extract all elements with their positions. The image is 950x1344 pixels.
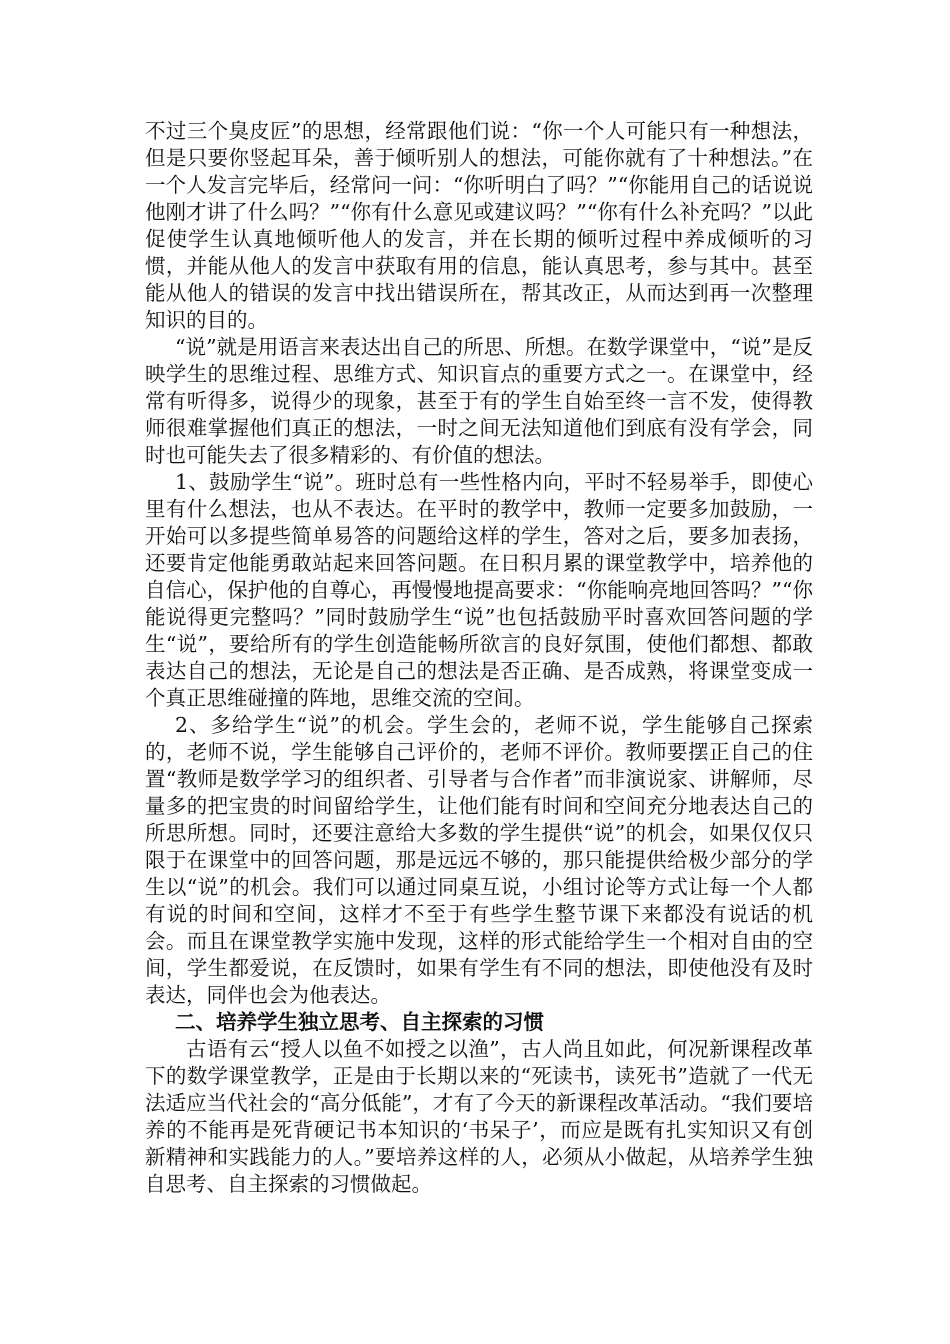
section-heading: 二、培养学生独立思考、自主探索的习惯 xyxy=(175,1010,544,1034)
paragraph-listening: 不过三个臭皮匠”的思想，经常跟他们说：“你一个人可能只有一种想法，但是只要你竖起耳朵，善于倾听别人的想法，可能你就有了十种想法。”在一个人发言完毕后，经常问一问：“你听明白了吗？”“你能用自己的话说说他刚才讲了什么吗？”“你有什么意见或建议吗？”“你有什么补充吗？”以此促使学生认真地倾听他人的发言，并在长期的倾听过程中养成倾听的习惯，并能从他人的发言中获取有用的信息，能认真思考，参与其中。甚至能从他人的错误的发言中找出错误所在，帮其改正，从而达到再一次整理知识的目的。 xyxy=(145,119,813,332)
paragraph-speaking-intro: “说”就是用语言来表达出自己的所思、所想。在数学课堂中，“说”是反映学生的思维过程、思维方式、知识盲点的重要方式之一。在课堂中，经常有听得多，说得少的现象，甚至于有的学生自始至终一言不发，使得教师很难掌握他们真正的想法，一时之间无法知道他们到底有没有学会，同时也可能失去了很多精彩的、有价值的想法。 xyxy=(145,335,813,467)
paragraph-encourage-speaking: 1、鼓励学生“说”。班时总有一些性格内向，平时不轻易举手，即使心里有什么想法，也从不表达。在平时的教学中，教师一定要多加鼓励，一开始可以多提些简单易答的问题给这样的学生，答对之后，要多加表扬，还要肯定他能勇敢站起来回答问题。在日积月累的课堂教学中，培养他的自信心，保护他的自尊心，再慢慢地提高要求：“你能响亮地回答吗？”“你能说得更完整吗？”同时鼓励学生“说”也包括鼓励平时喜欢回答问题的学生“说”，要给所有的学生创造能畅所欲言的良好氛围，使他们都想、都敢表达自己的想法，无论是自己的想法是否正确、是否成熟，将课堂变成一个真正思维碰撞的阵地，思维交流的空间。 xyxy=(145,470,813,710)
document-page xyxy=(145,118,813,1198)
paragraph-independent-thinking: 古语有云“授人以鱼不如授之以渔”，古人尚且如此，何况新课程改革下的数学课堂教学，正是由于长期以来的“死读书，读死书”造就了一代无法适应当代社会的“高分低能”，才有了今天的新课程改革活动。“我们要培养的不能再是死背硬记书本知识的‘书呆子’，而应是既有扎实知识又有创新精神和实践能力的人。”要培养这样的人，必须从小做起，从培养学生独自思考、自主探索的习惯做起。 xyxy=(145,1037,813,1196)
paragraph-speaking-opportunities: 2、多给学生“说”的机会。学生会的，老师不说，学生能够自己探索的，老师不说，学生能够自己评价的，老师不评价。教师要摆正自己的住置“教师是数学学习的组织者、引导者与合作者”而非演说家、讲解师，尽量多的把宝贵的时间留给学生，让他们能有时间和空间充分地表达自己的所思所想。同时，还要注意给大多数的学生提供“说”的机会，如果仅仅只限于在课堂中的回答问题，那是远远不够的，那只能提供给极少部分的学生以“说”的机会。我们可以通过同桌互说，小组讨论等方式让每一个人都有说的时间和空间，这样才不至于有些学生整节课下来都没有说话的机会。而且在课堂教学实施中发现，这样的形式能给学生一个相对自由的空间，学生都爱说，在反馈时，如果有学生有不同的想法，即使他没有及时表达，同伴也会为他表达。 xyxy=(145,713,813,1007)
